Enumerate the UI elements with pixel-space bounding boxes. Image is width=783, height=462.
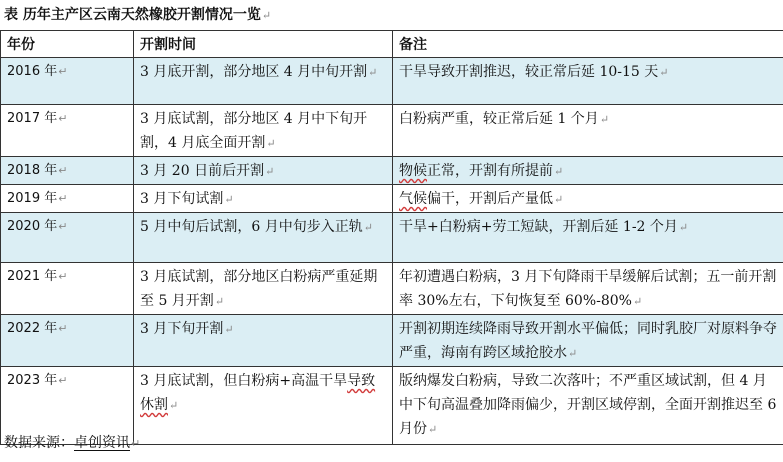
year-cell: 2021 年↵ [1, 263, 134, 315]
header-remarks: 备注 [393, 31, 783, 58]
table-row [1, 185, 783, 213]
year-cell: 2020 年↵ [1, 213, 134, 263]
note-cell: 白粉病严重，较正常后延 1 个月↵ [393, 105, 783, 157]
header-year: 年份 [1, 31, 134, 58]
data-source-name: 卓创资讯 [74, 435, 130, 451]
time-cell: 3 月 20 日前后开割↵ [134, 157, 393, 185]
year-cell: 2018 年↵ [1, 157, 134, 185]
table-row [1, 58, 783, 105]
time-cell: 3 月下旬试割↵ [134, 185, 393, 213]
table-row [1, 157, 783, 185]
paragraph-mark-icon: ↵ [261, 9, 272, 22]
time-cell: 3 月下旬开割↵ [134, 315, 393, 367]
time-cell: 3 月底试割，部分地区白粉病严重延期至 5 月开割↵ [134, 263, 393, 315]
year-cell: 2023 年↵ [1, 367, 134, 445]
year-cell: 2016 年↵ [1, 58, 134, 105]
table-row [1, 213, 783, 263]
header-tapping-time: 开割时间 [134, 31, 393, 58]
table-header-row [1, 31, 783, 58]
rubber-tapping-table [0, 30, 783, 445]
data-source-label: 数据来源： [4, 435, 74, 451]
table-row [1, 105, 783, 157]
note-cell: 物候正常，开割有所提前↵ [393, 157, 783, 185]
note-cell: 版纳爆发白粉病，导致二次落叶；不严重区域试割，但 4 月中下旬高温叠加降雨偏少，开割区域停割，全面开割推迟至 6 月份↵ [393, 367, 783, 445]
year-cell: 2017 年↵ [1, 105, 134, 157]
time-cell: 3 月底开割，部分地区 4 月中旬开割↵ [134, 58, 393, 105]
note-cell: 气候偏干，开割后产量低↵ [393, 185, 783, 213]
year-cell: 2019 年↵ [1, 185, 134, 213]
time-cell: 3 月底试割，部分地区 4 月中下旬开割，4 月底全面开割↵ [134, 105, 393, 157]
time-cell: 5 月中旬后试割，6 月中旬步入正轨↵ [134, 213, 393, 263]
table-title-text: 表 历年主产区云南天然橡胶开割情况一览 [4, 7, 261, 23]
year-cell: 2022 年↵ [1, 315, 134, 367]
data-source: 数据来源：卓创资讯↵ [4, 435, 141, 451]
table-row [1, 315, 783, 367]
note-cell: 干旱+白粉病+劳工短缺，开割后延 1-2 个月↵ [393, 213, 783, 263]
note-cell: 年初遭遇白粉病，3 月下旬降雨干旱缓解后试割；五一前开割率 30%左右，下旬恢复至 60%-80%↵ [393, 263, 783, 315]
table-title [4, 2, 271, 28]
time-cell: 3 月底试割，但白粉病+高温干旱导致休割↵ [134, 367, 393, 445]
table-row [1, 263, 783, 315]
note-cell: 开割初期连续降雨导致开割水平偏低；同时乳胶厂对原料争夺严重，海南有跨区域抢胶水↵ [393, 315, 783, 367]
note-cell: 干旱导致开割推迟，较正常后延 10-15 天↵ [393, 58, 783, 105]
